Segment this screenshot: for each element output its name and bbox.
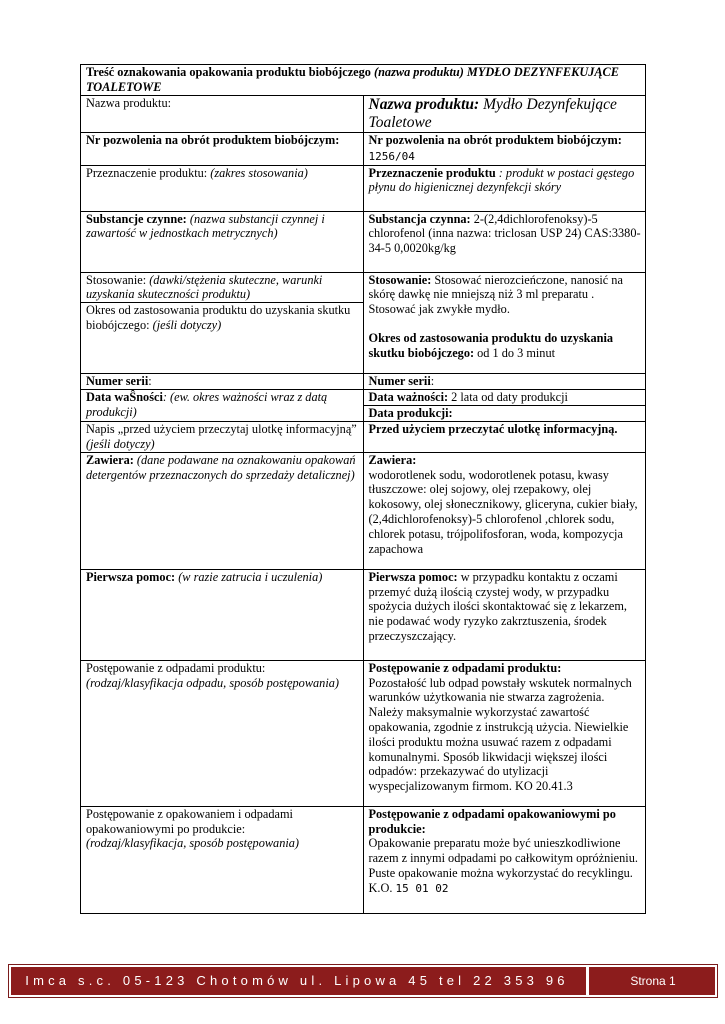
- row-serial-value: Numer serii:: [363, 374, 646, 390]
- waste-code: 15 01 02: [395, 881, 449, 895]
- row-first-aid-label: Pierwsza pomoc: (w razie zatrucia i uczulenia): [81, 569, 364, 660]
- row-substance-label: Substancje czynne: (nazwa substancji czynnej i zawartość w jednostkach metrycznych): [81, 211, 364, 272]
- row-serial-label: Numer serii:: [81, 374, 364, 390]
- row-contains-label: Zawiera: (dane podawane na oznakowaniu opakowań detergentów przeznaczonych do sprzedaży detalicznej): [81, 452, 364, 569]
- row-production-value: Data produkcji:: [363, 405, 646, 421]
- footer-address: Imca s.c. 05-123 Chotomów ul. Lipowa 45 tel 22 353 96 56: [25, 973, 569, 1016]
- row-leaflet-value: Przed użyciem przeczytać ulotkę informacyjną.: [363, 421, 646, 452]
- row-substance-value: Substancja czynna: 2-(2,4dichlorofenoksy)-5 chlorofenol (inna nazwa: triclosan USP 24) CAS:3380-34-5 0,0020kg/kg: [363, 211, 646, 272]
- row-purpose-label: Przeznaczenie produktu: (zakres stosowania): [81, 165, 364, 211]
- row-name-label: Nazwa produktu:: [81, 96, 364, 133]
- label-content-table: [80, 64, 646, 914]
- header-prefix: Treść oznakowania opakowania produktu biobójczego: [86, 65, 374, 79]
- row-first-aid-value: Pierwsza pomoc: w przypadku kontaktu z oczami przemyć dużą ilością czystej wody, w przypadku spożycia dużych ilości skontaktować się z lekarzem, nie podawać wody ryzyko zakrztuszenia, środek przeczyszczający.: [363, 569, 646, 660]
- row-expiry-label: Data waŜności: (ew. okres ważności wraz z datą produkcji): [81, 389, 364, 421]
- row-usage-value: Stosowanie: Stosować nierozcieńczone, nanosić na skórę dawkę nie mniejszą niż 3 ml preparatu . Stosować jak zwykłe mydło. Okres od zastosowania produktu do uzyskania skutku biobójczego: od 1 do 3 minut: [363, 272, 646, 374]
- row-purpose-value: Przeznaczenie produktu : produkt w postaci gęstego płynu do higienicznej dezynfekcji skóry: [363, 165, 646, 211]
- row-leaflet-label: Napis „przed użyciem przeczytaj ulotkę informacyjną” (jeśli dotyczy): [81, 421, 364, 452]
- row-usage-label: Stosowanie: (dawki/stężenia skuteczne, warunki uzyskania skuteczności produktu): [81, 272, 364, 303]
- row-packaging-label: Postępowanie z opakowaniem i odpadami opakowaniowymi po produkcie: (rodzaj/klasyfikacja, sposób postępowania): [81, 806, 364, 913]
- page-footer: [8, 964, 718, 1016]
- row-period-label: Okres od zastosowania produktu do uzyskania skutku biobójczego: (jeśli dotyczy): [81, 303, 364, 374]
- row-waste-label: Postępowanie z odpadami produktu: (rodzaj/klasyfikacja odpadu, sposób postępowania): [81, 660, 364, 806]
- row-packaging-value: Postępowanie z odpadami opakowaniowymi po produkcie: Opakowanie preparatu może być unieszkodliwione razem z innymi odpadami po całkowitym opróżnieniu. Puste opakowanie można wykorzystać do recyklingu. K.O. 15 01 02: [363, 806, 646, 913]
- row-name-value: Nazwa produktu: Mydło Dezynfekujące Toaletowe: [363, 96, 646, 133]
- table-header: [81, 65, 646, 96]
- row-waste-value: Postępowanie z odpadami produktu: Pozostałość lub odpad powstały wskutek normalnych warunków użytkowania nie stwarza zagrożenia. Należy maksymalnie wykorzystać zawartość opakowania, zgodnie z instrukcją użycia. Niewielkie ilości produktu można usuwać razem z odpadami komunalnymi. Sposób likwidacji większej ilości odpadów: przekazywać do utylizacji wyspecjalizowanym firmom. KO 20.41.3: [363, 660, 646, 806]
- header-product-name: (nazwa produktu) MYDŁO DEZYNFEKUJĄCE TOALETOWE: [86, 65, 619, 94]
- footer-page-number: Strona 1: [630, 974, 676, 988]
- row-contains-value: Zawiera: wodorotlenek sodu, wodorotlenek potasu, kwasy tłuszczowe: olej sojowy, olej rzepakowy, olej kokosowy, olej słonecznikowy, gliceryna, cukier biały, (2,4dichlorofenoksy)-5 chlorofenol ,chlorek sodu, chlorek potasu, trójpolifosforan, woda, kompozycja zapachowa: [363, 452, 646, 569]
- row-expiry-value: Data ważności: 2 lata od daty produkcji: [363, 389, 646, 405]
- footer-separator: [586, 967, 589, 995]
- row-permit-value: Nr pozwolenia na obrót produktem biobójczym: 1256/04: [363, 133, 646, 166]
- row-permit-label: Nr pozwolenia na obrót produktem biobójczym:: [81, 133, 364, 166]
- period-value-label: Okres od zastosowania produktu do uzyskania skutku biobójczego:: [368, 330, 614, 360]
